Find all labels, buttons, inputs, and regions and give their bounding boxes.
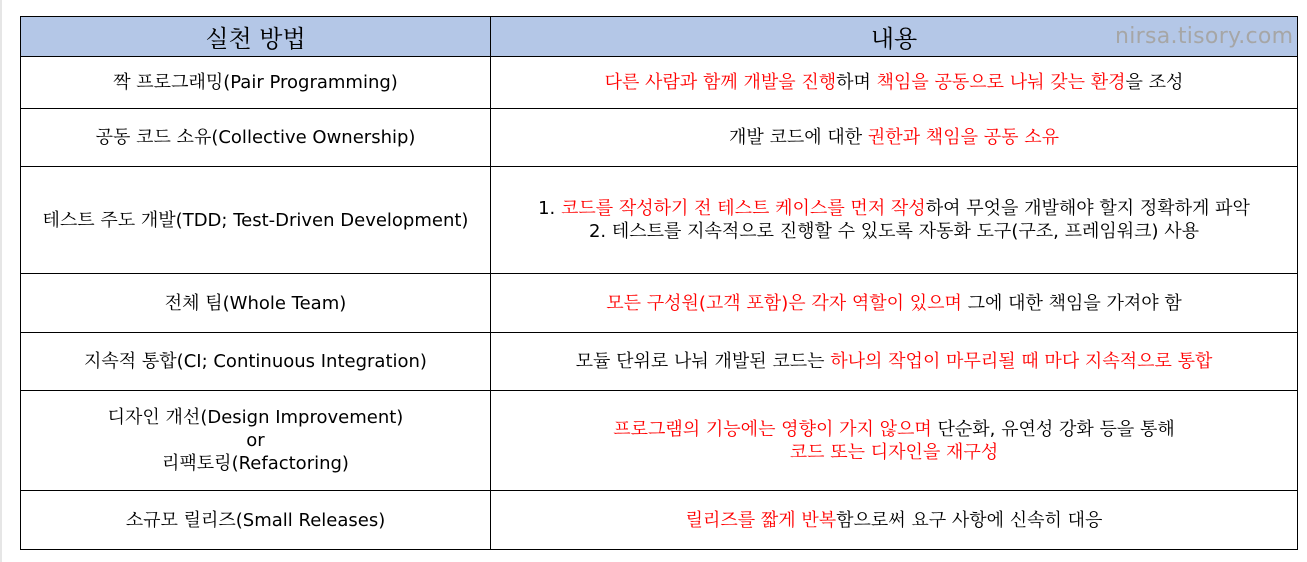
content-cell: [491, 109, 1298, 167]
highlight-text: 책임을 공동으로 나눠 갖는 환경: [876, 72, 1126, 93]
highlight-text: 릴리즈를 짧게 반복: [685, 509, 837, 531]
left-edge-strip: [0, 0, 2, 562]
table-row-continuous-integration: [21, 333, 1298, 391]
watermark-text: nirsa.tisory.com: [1115, 24, 1294, 49]
plain-text: 1.: [538, 198, 561, 219]
content-cell: [491, 274, 1298, 333]
practice-cell: 전체 팀(Whole Team): [21, 274, 491, 333]
table-row-collective-ownership: [21, 109, 1298, 167]
highlight-text: 모든 구성원(고객 포함)은 각자 역할이 있으며: [606, 292, 962, 314]
content-line: [497, 418, 1291, 441]
practice-line: or: [246, 430, 265, 451]
table-header-row: [21, 17, 1298, 57]
practice-cell: 짝 프로그래밍(Pair Programming): [21, 57, 491, 109]
practice-cell: 공동 코드 소유(Collective Ownership): [21, 109, 491, 167]
header-content: 내용: [491, 17, 1298, 57]
practice-line: 리팩토링(Refactoring): [162, 453, 349, 474]
practice-cell: [21, 391, 491, 491]
table-row-design-improvement: [21, 391, 1298, 491]
header-practice: 실천 방법: [21, 17, 491, 57]
practice-cell: 테스트 주도 개발(TDD; Test-Driven Development): [21, 167, 491, 274]
content-cell: [491, 391, 1298, 491]
plain-text: 하여 무엇을 개발해야 할지 정확하게 파악: [925, 198, 1250, 219]
content-cell: [491, 57, 1298, 109]
plain-text: 단순화, 유연성 강화 등을 통해: [931, 418, 1175, 440]
content-cell: [491, 167, 1298, 274]
plain-text: 그에 대한 책임을 가져야 함: [961, 292, 1182, 314]
table-row-pair-programming: [21, 57, 1298, 109]
plain-text: 모듈 단위로 나눠 개발된 코드는: [575, 351, 831, 372]
content-line: [497, 197, 1291, 220]
table-row-whole-team: [21, 274, 1298, 333]
content-cell: [491, 333, 1298, 391]
highlight-text: 권한과 책임을 공동 소유: [867, 127, 1059, 148]
highlight-text: 하나의 작업이 마무리될 때 마다 지속적으로 통합: [830, 351, 1213, 372]
practice-line: 디자인 개선(Design Improvement): [107, 407, 404, 428]
table-row-small-releases: [21, 491, 1298, 550]
highlight-text: 프로그램의 기능에는 영향이 가지 않으며: [613, 418, 932, 440]
plain-text: 을 조성: [1125, 72, 1184, 93]
highlight-text: 코드를 작성하기 전 테스트 케이스를 먼저 작성: [561, 198, 926, 219]
plain-text: 함으로써 요구 사항에 신속히 대응: [836, 509, 1103, 531]
practice-cell: 소규모 릴리즈(Small Releases): [21, 491, 491, 550]
highlight-text: 다른 사람과 함께 개발을 진행: [604, 72, 837, 93]
content-cell: [491, 491, 1298, 550]
highlight-text: 코드 또는 디자인을 재구성: [789, 441, 999, 463]
xp-practices-table: [20, 16, 1298, 550]
table-row-tdd: [21, 167, 1298, 274]
practice-cell: 지속적 통합(CI; Continuous Integration): [21, 333, 491, 391]
plain-text: 개발 코드에 대한: [729, 127, 868, 148]
plain-text: 하며: [836, 72, 877, 93]
content-line: 2. 테스트를 지속적으로 진행할 수 있도록 자동화 도구(구조, 프레임워크) 사용: [588, 221, 1200, 242]
